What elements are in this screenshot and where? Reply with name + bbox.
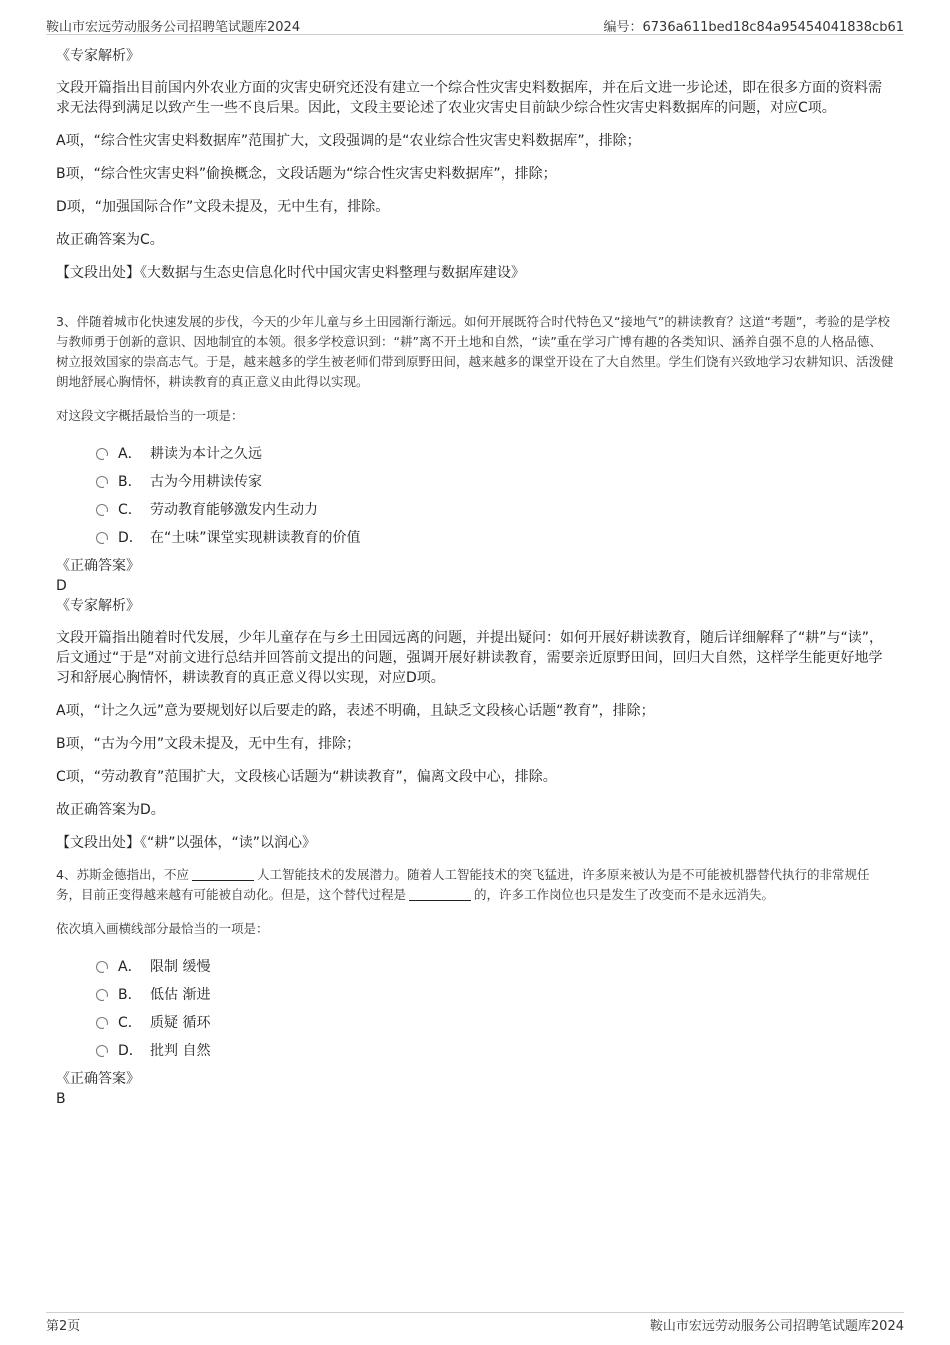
question-4-options [96,953,894,1065]
analysis-conclusion: 故正确答案为C。 [56,232,164,248]
option-d[interactable] [96,1037,894,1065]
stem-part: 人工智能技术的发展潜力。随着人工智能技术的突飞猛进，许多原来被认为是不可能被机器替代执行的非常规任务，目前正变得越来越有可能被自动化。但是，这个替代过程是 [56,867,870,902]
analysis-option-a: A项，“计之久远”意为要规划好以后要走的路，表述不明确，且缺乏文段核心话题“教育”，排除； [56,703,655,719]
page-footer [46,1312,904,1333]
analysis-option-b: B项，“古为今用”文段未提及，无中生有，排除； [56,736,361,752]
option-d[interactable] [96,524,894,552]
document-id: 编号：6736a611bed18c84a95454041838cb61 [603,20,904,35]
option-a[interactable] [96,440,894,468]
question-3-ask: 对这段文字概括最恰当的一项是： [56,408,244,423]
option-key: A． [118,446,142,462]
fill-blank [192,880,254,881]
option-b[interactable] [96,981,894,1009]
option-text: 限制 缓慢 [150,959,211,975]
radio-icon[interactable] [96,1045,108,1057]
option-key: B． [118,987,142,1003]
option-text: 劳动教育能够激发内生动力 [150,502,318,518]
option-c[interactable] [96,1009,894,1037]
radio-icon[interactable] [96,448,108,460]
analysis-conclusion: 故正确答案为D。 [56,802,165,818]
option-text: 质疑 循环 [150,1015,211,1031]
option-text: 批判 自然 [150,1043,211,1059]
fill-blank [409,900,471,901]
radio-icon[interactable] [96,989,108,1001]
analysis-option-c: C项，“劳动教育”范围扩大，文段核心话题为“耕读教育”，偏离文段中心，排除。 [56,769,557,785]
correct-answer-label: 《正确答案》 [56,558,140,574]
correct-answer: B [56,1091,66,1107]
expert-analysis-text: 文段开篇指出目前国内外农业方面的灾害史研究还没有建立一个综合性灾害史料数据库，并在后文进一步论述，即在很多方面的资料需求无法得到满足以致产生一些不良后果。因此，文段主要论述了农业灾害史目前缺少综合性灾害史料数据库的问题，对应C项。 [56,80,882,116]
stem-part: 的，许多工作岗位也只是发生了改变而不是永远消失。 [474,887,775,902]
header-title: 鞍山市宏远劳动服务公司招聘笔试题库2024 [46,20,301,35]
correct-answer-label: 《正确答案》 [56,1071,140,1087]
option-key: B． [118,474,142,490]
stem-part: 4、苏斯金德指出，不应 [56,867,189,882]
text-source: 【文段出处】《大数据与生态史信息化时代中国灾害史料整理与数据库建设》 [56,265,525,281]
option-key: D． [118,1043,143,1059]
option-key: D． [118,530,143,546]
correct-answer: D [56,578,67,594]
option-text: 古为今用耕读传家 [150,474,262,490]
expert-analysis-label: 《专家解析》 [56,48,140,64]
option-text: 耕读为本计之久远 [150,446,262,462]
expert-analysis-label: 《专家解析》 [56,598,140,614]
analysis-option-a: A项，“综合性灾害史料数据库”范围扩大，文段强调的是“农业综合性灾害史料数据库”，排除； [56,133,641,149]
page-content [56,46,894,1109]
option-key: C． [118,1015,142,1031]
question-4-stem [56,865,894,905]
question-3-stem: 3、伴随着城市化快速发展的步伐，今天的少年儿童与乡土田园渐行渐远。如何开展既符合时代特色又“接地气”的耕读教育？这道“考题”，考验的是学校与教师勇于创新的意识、因地制宜的本领。很多学校意识到：“耕”离不开土地和自然，“读”重在学习广博有趣的各类知识、涵养自强不息的人格品德、树立报效国家的崇高志气。于是，越来越多的学生被老师们带到原野田间，越来越多的课堂开设在了大自然里。学生们饶有兴致地学习农耕知识、活泼健朗地舒展心胸情怀，耕读教育的真正意义由此得以实现。 [56,314,894,389]
text-source: 【文段出处】《“耕”以强体，“读”以润心》 [56,835,317,851]
radio-icon[interactable] [96,1017,108,1029]
option-b[interactable] [96,468,894,496]
page-number: 第2页 [46,1319,81,1334]
option-text: 低估 渐进 [150,987,211,1003]
option-c[interactable] [96,496,894,524]
question-3-options [96,440,894,552]
option-key: C． [118,502,142,518]
analysis-option-d: D项，“加强国际合作”文段未提及，无中生有，排除。 [56,199,390,215]
page-header [46,14,904,35]
option-a[interactable] [96,953,894,981]
question-4-ask: 依次填入画横线部分最恰当的一项是： [56,921,269,936]
radio-icon[interactable] [96,476,108,488]
option-text: 在“土味”课堂实现耕读教育的价值 [150,530,361,546]
radio-icon[interactable] [96,532,108,544]
footer-title: 鞍山市宏远劳动服务公司招聘笔试题库2024 [649,1319,904,1334]
option-key: A． [118,959,142,975]
radio-icon[interactable] [96,961,108,973]
analysis-option-b: B项，“综合性灾害史料”偷换概念，文段话题为“综合性灾害史料数据库”，排除； [56,166,557,182]
expert-analysis-text: 文段开篇指出随着时代发展，少年儿童存在与乡土田园远离的问题，并提出疑问：如何开展好耕读教育，随后详细解释了“耕”与“读”，后文通过“于是”对前文进行总结并回答前文提出的问题，强调开展好耕读教育，需要亲近原野田间，回归大自然，这样学生能更好地学习和舒展心胸情怀，耕读教育的真正意义得以实现，对应D项。 [56,630,884,686]
radio-icon[interactable] [96,504,108,516]
